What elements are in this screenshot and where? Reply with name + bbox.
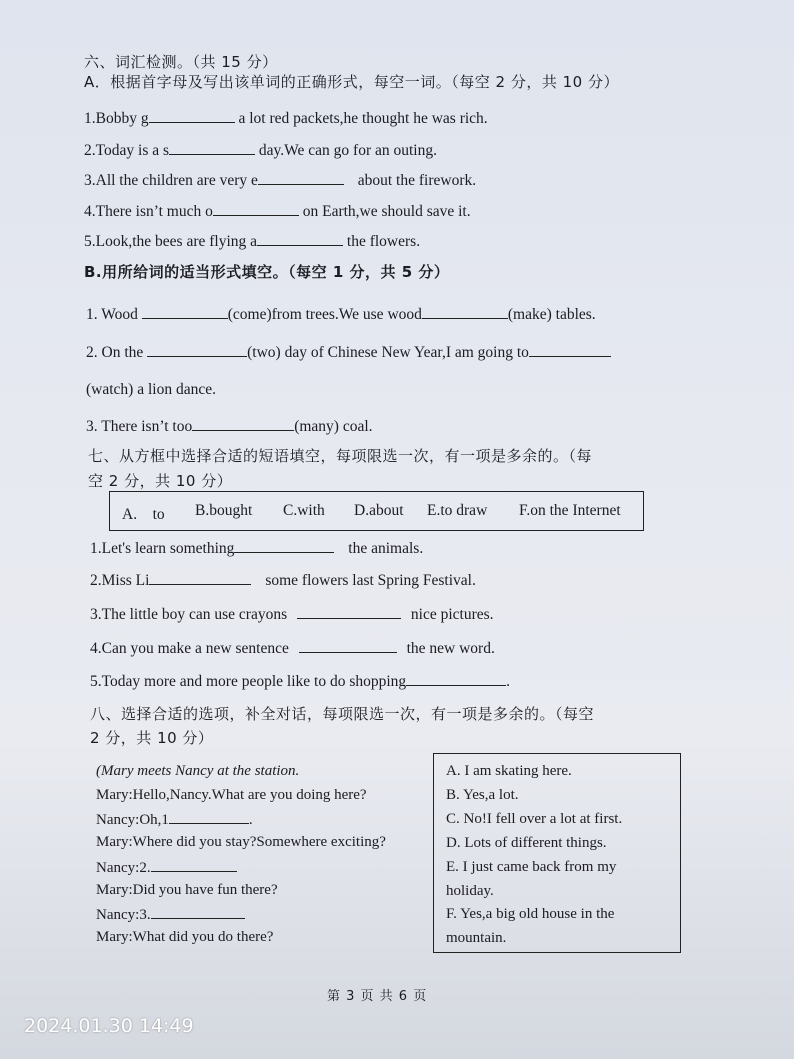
option-c: C.with: [283, 502, 325, 519]
a-item-3: 3.All the children are very e about the firework.: [84, 172, 477, 189]
s7-item-2: 2.Miss Li some flowers last Spring Festival.: [90, 572, 476, 589]
a-item-1: 1.Bobby g a lot red packets,he thought he was rich.: [84, 110, 488, 127]
answer-blank[interactable]: [169, 140, 255, 155]
answer-e-line-2: holiday.: [446, 883, 494, 899]
option-d: D.about: [354, 502, 404, 519]
option-e: E.to draw: [427, 502, 488, 519]
dialogue-scene: (Mary meets Nancy at the station.: [96, 763, 300, 779]
part-a-title: A．根据首字母及写出该单词的正确形式，每空一词。（每空 2 分，共 10 分）: [84, 73, 619, 91]
b-item-2-cont: (watch) a lion dance.: [86, 381, 216, 398]
b-item-2: 2. On the (two) day of Chinese New Year,I am going to: [86, 342, 611, 363]
answer-blank[interactable]: [149, 108, 235, 123]
answer-blank[interactable]: [213, 201, 299, 216]
answer-d: D. Lots of different things.: [446, 835, 607, 851]
b-item-1: 1. Wood (come)from trees.We use wood (make) tables.: [86, 306, 596, 323]
section-7-title-2: 空 2 分，共 10 分）: [88, 472, 233, 490]
answer-blank[interactable]: [257, 231, 343, 246]
phrase-options-box: [109, 491, 644, 531]
a-item-5: 5.Look,the bees are flying a the flowers.: [84, 233, 421, 250]
dialogue-line-6: Nancy:3.: [96, 904, 245, 925]
answer-f-line-1: F. Yes,a big old house in the: [446, 906, 615, 922]
answer-c: C. No!I fell over a lot at first.: [446, 811, 623, 827]
answer-blank[interactable]: [299, 638, 397, 653]
section-7-title-1: 七、从方框中选择合适的短语填空，每项限选一次，有一项是多余的。（每: [88, 447, 593, 465]
option-b: B.bought: [195, 502, 253, 519]
answer-a: A. I am skating here.: [446, 763, 572, 779]
dialogue-line-4: Nancy:2.: [96, 857, 237, 878]
answer-blank[interactable]: [297, 604, 401, 619]
option-a: A. to: [122, 506, 165, 523]
a-item-2: 2.Today is a s day.We can go for an outing.: [84, 142, 437, 159]
section-6-title: 六、词汇检测。（共 15 分）: [84, 53, 278, 71]
answer-blank[interactable]: [406, 671, 506, 686]
dialogue-line-2: Nancy:Oh,1 .: [96, 809, 253, 830]
dialogue-line-7: Mary:What did you do there?: [96, 929, 274, 945]
answer-blank[interactable]: [529, 342, 611, 357]
s7-item-3: 3.The little boy can use crayons nice pictures.: [90, 606, 494, 623]
answer-blank[interactable]: [234, 538, 334, 553]
answer-b: B. Yes,a lot.: [446, 787, 519, 803]
answer-options-box: [433, 753, 681, 953]
dialogue-line-1: Mary:Hello,Nancy.What are you doing here?: [96, 787, 367, 803]
page-footer: 第 3 页 共 6 页: [327, 989, 428, 1004]
answer-blank[interactable]: [147, 342, 247, 357]
a-item-4: 4.There isn’t much o on Earth,we should save it.: [84, 203, 471, 220]
s7-item-5: 5.Today more and more people like to do shopping .: [90, 673, 511, 690]
dialogue-line-5: Mary:Did you have fun there?: [96, 882, 278, 898]
option-f: F.on the Internet: [519, 502, 621, 519]
answer-blank[interactable]: [169, 809, 249, 824]
section-8-title-2: 2 分，共 10 分）: [90, 729, 214, 747]
part-b-title: B.用所给词的适当形式填空。（每空 1 分，共 5 分）: [84, 263, 450, 281]
answer-blank[interactable]: [151, 857, 237, 872]
section-8-title-1: 八、选择合适的选项，补全对话，每项限选一次，有一项是多余的。（每空: [90, 705, 595, 723]
answer-blank[interactable]: [142, 304, 228, 319]
b-item-3: 3. There isn’t too (many) coal.: [86, 418, 373, 435]
dialogue-line-3: Mary:Where did you stay?Somewhere exciting?: [96, 834, 386, 850]
s7-item-1: 1.Let's learn something the animals.: [90, 540, 424, 557]
answer-blank[interactable]: [149, 570, 251, 585]
s7-item-4: 4.Can you make a new sentence the new word.: [90, 640, 495, 657]
answer-e-line-1: E. I just came back from my: [446, 859, 617, 875]
photo-timestamp: 2024.01.30 14:49: [24, 1015, 194, 1037]
answer-blank[interactable]: [192, 416, 294, 431]
answer-blank[interactable]: [151, 904, 245, 919]
answer-blank[interactable]: [258, 170, 344, 185]
answer-blank[interactable]: [422, 304, 508, 319]
answer-f-line-2: mountain.: [446, 930, 507, 946]
